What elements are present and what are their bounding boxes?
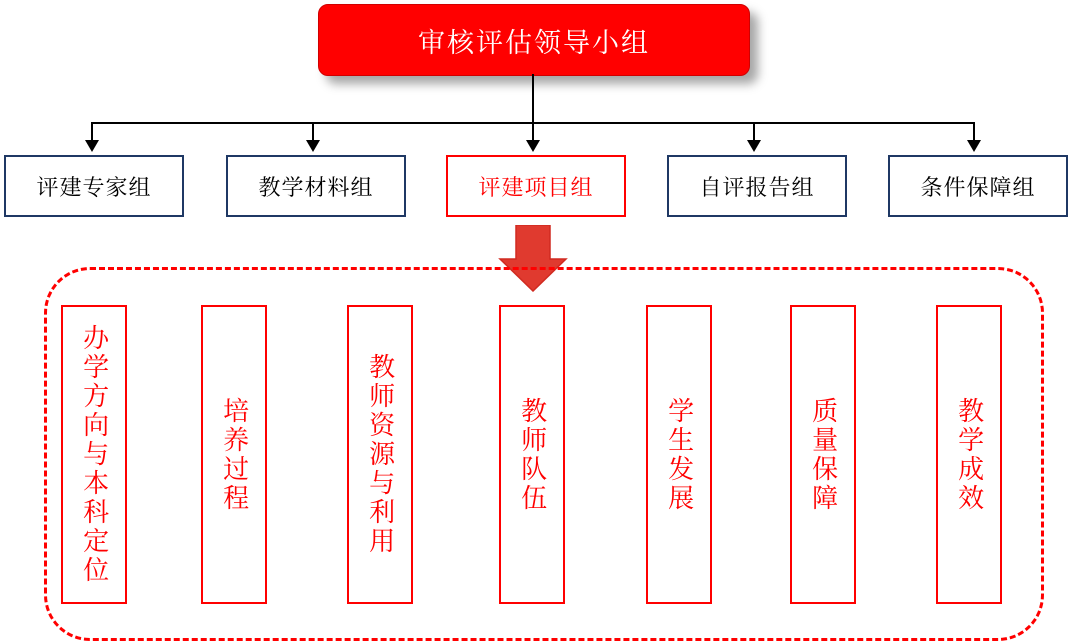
item-box-label: 办学方向与本科定位 (79, 324, 110, 585)
group-box-label: 条件保障组 (920, 174, 1036, 200)
item-box-label: 质量保障 (808, 396, 839, 513)
item-box-teacher-resources[interactable] (347, 305, 413, 604)
item-box-label: 教师队伍 (517, 396, 548, 513)
group-box-label: 自评报告组 (699, 174, 815, 200)
connector-stem-vertical (532, 74, 534, 122)
connector-drop-5 (973, 122, 975, 142)
connector-drop-1 (91, 122, 93, 142)
connector-drop-3 (532, 122, 534, 142)
item-box-quality-assurance[interactable] (790, 305, 856, 604)
group-box-teaching-materials[interactable] (226, 155, 406, 217)
arrow-head-2 (306, 140, 320, 152)
item-box-label: 教师资源与利用 (365, 353, 396, 556)
arrow-head-1 (85, 140, 99, 152)
arrow-head-3 (526, 140, 540, 152)
item-box-training-process[interactable] (201, 305, 267, 604)
connector-drop-2 (312, 122, 314, 142)
group-box-project[interactable] (446, 155, 626, 217)
group-box-self-assessment-report[interactable] (667, 155, 847, 217)
arrow-head-4 (747, 140, 761, 152)
item-box-teacher-team[interactable] (499, 305, 565, 604)
item-box-student-development[interactable] (646, 305, 712, 604)
group-box-conditions-support[interactable] (888, 155, 1068, 217)
top-node-label: 审核评估领导小组 (418, 27, 650, 58)
group-box-label: 评建专家组 (36, 174, 152, 200)
connector-drop-4 (753, 122, 755, 142)
item-box-school-direction[interactable] (61, 305, 127, 604)
top-node-leadership-group[interactable] (318, 4, 750, 76)
item-box-teaching-effectiveness[interactable] (936, 305, 1002, 604)
group-box-label: 教学材料组 (258, 174, 374, 200)
group-box-label: 评建项目组 (478, 174, 594, 200)
arrow-head-5 (967, 140, 981, 152)
item-box-label: 培养过程 (219, 396, 250, 513)
item-box-label: 学生发展 (664, 396, 695, 513)
group-box-expert[interactable] (4, 155, 184, 217)
item-box-label: 教学成效 (954, 396, 985, 513)
